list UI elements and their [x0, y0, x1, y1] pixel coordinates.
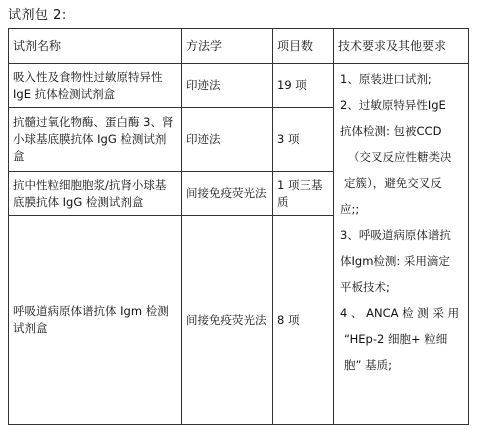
header-count: 项目数 [273, 29, 334, 64]
table-header-row [9, 29, 469, 64]
req-line: 1、原装进口试剂; [340, 72, 432, 86]
req-line: “HEp-2 细胞+ 粒细 [344, 332, 448, 346]
reagent-name: 呼吸道病原体谱抗体 Igm 检测试剂盒 [9, 216, 182, 425]
req-line: 抗体检测: 包被CCD [340, 124, 442, 138]
reagent-name: 抗中性粒细胞胞浆/抗肾小球基底膜抗体 IgG 检测试剂盒 [9, 172, 182, 216]
req-line: 2、过敏原特异性IgE [340, 98, 446, 112]
req-line: 平板技术; [340, 280, 390, 294]
reagent-method: 印迹法 [182, 108, 273, 172]
header-name: 试剂名称 [9, 29, 182, 64]
header-requirements: 技术要求及其他要求 [334, 29, 469, 64]
req-line: 3、呼吸道病原体谱抗 [340, 228, 451, 242]
reagent-count: 1 项三基质 [273, 172, 334, 216]
header-method: 方法学 [182, 29, 273, 64]
reagent-name: 吸入性及食物性过敏原特异性 IgE 抗体检测试剂盒 [9, 64, 182, 108]
req-line: （交叉反应性糖类决 [348, 150, 452, 164]
reagent-count: 8 项 [273, 216, 334, 425]
req-line: 胞” 基质; [344, 358, 392, 372]
table-row [9, 64, 469, 108]
section-title: 试剂包 2: [8, 8, 67, 23]
reagent-method: 间接免疫荧光法 [182, 216, 273, 425]
reagent-table [8, 28, 469, 425]
req-line: 定簇），避免交叉反 [344, 176, 442, 190]
req-line: 应;; [340, 202, 360, 216]
reagent-method: 间接免疫荧光法 [182, 172, 273, 216]
reagent-count: 3 项 [273, 108, 334, 172]
reagent-count: 19 项 [273, 64, 334, 108]
requirements-cell [334, 64, 469, 425]
reagent-method: 印迹法 [182, 64, 273, 108]
req-line: 体Igm检测: 采用滴定 [340, 254, 450, 268]
req-line: 4 、 ANCA 检 测 采 用 [340, 306, 460, 320]
reagent-name: 抗髓过氧化物酶、蛋白酶 3、肾小球基底膜抗体 IgG 检测试剂盒 [9, 108, 182, 172]
